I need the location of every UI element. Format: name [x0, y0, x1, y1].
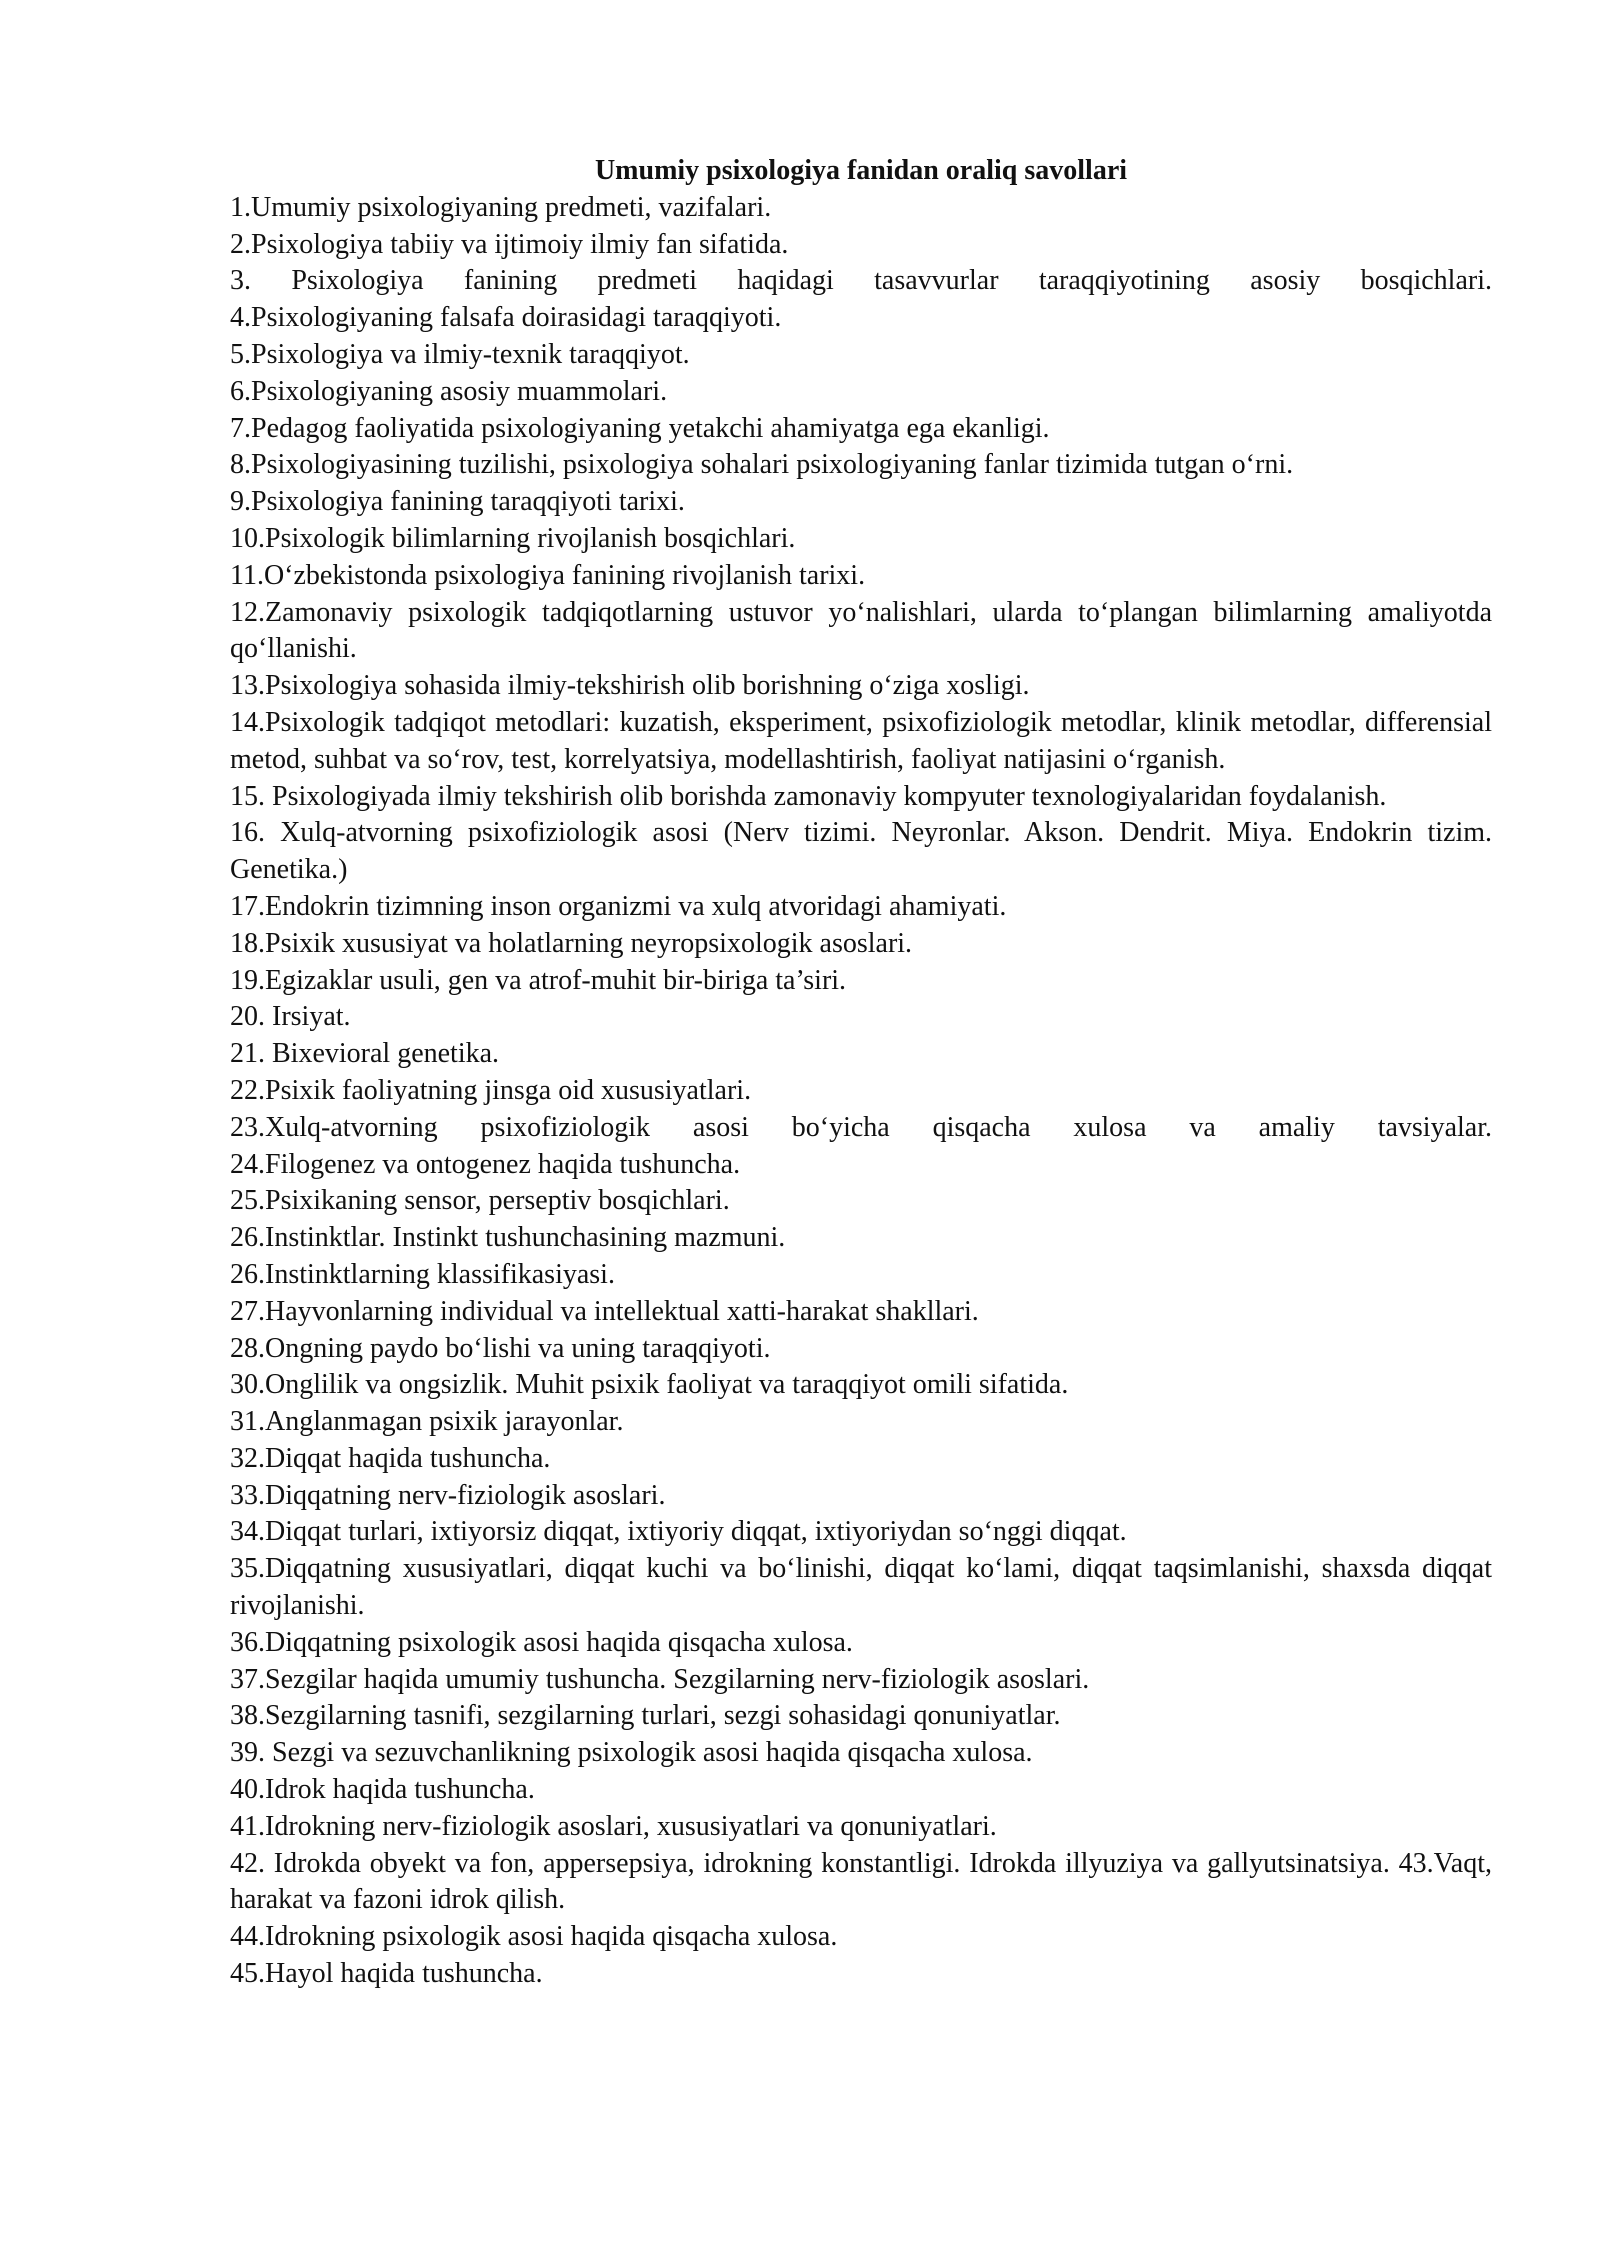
list-item: 4.Psixologiyaning falsafa doirasidagi taraqqiyoti. — [230, 302, 782, 334]
document-title: Umumiy psixologiya fanidan oraliq savollari — [594, 155, 1128, 186]
list-item: 32.Diqqat haqida tushuncha. — [230, 1442, 551, 1474]
list-item: 14.Psixologik tadqiqot metodlari: kuzatish, eksperiment, psixofiziologik metodlar, klinik metodlar, differensial metod, suhbat va so‘rov, test, korrelyatsiya, modellashtirish, faoliyat natijasini o‘rganish. — [230, 706, 1492, 775]
list-item: 24.Filogenez va ontogenez haqida tushuncha. — [230, 1148, 741, 1180]
list-item: 9.Psixologiya fanining taraqqiyoti tarixi. — [230, 486, 685, 518]
list-item: 22.Psixik faoliyatning jinsga oid xususiyatlari. — [230, 1074, 752, 1106]
list-item: 5.Psixologiya va ilmiy-texnik taraqqiyot. — [230, 338, 690, 370]
list-item: 34.Diqqat turlari, ixtiyorsiz diqqat, ixtiyoriy diqqat, ixtiyoriydan so‘nggi diqqat. — [230, 1516, 1127, 1548]
list-item: 38.Sezgilarning tasnifi, sezgilarning turlari, sezgi sohasidagi qonuniyatlar. — [230, 1700, 1061, 1732]
list-item: 45.Hayol haqida tushuncha. — [230, 1958, 543, 1990]
list-item: 37.Sezgilar haqida umumiy tushuncha. Sezgilarning nerv-fiziologik asoslari. — [230, 1663, 1090, 1695]
list-item: 13.Psixologiya sohasida ilmiy-tekshirish olib borishning o‘ziga xosligi. — [230, 670, 1030, 702]
list-item: 7.Pedagog faoliyatida psixologiyaning yetakchi ahamiyatga ega ekanligi. — [230, 412, 1050, 444]
list-item: 26.Instinktlar. Instinkt tushunchasining mazmuni. — [230, 1222, 786, 1254]
list-item: 25.Psixikaning sensor, perseptiv bosqichlari. — [230, 1185, 730, 1217]
list-item: 40.Idrok haqida tushuncha. — [230, 1774, 535, 1806]
list-item: 16. Xulq-atvorning psixofiziologik asosi (Nerv tizimi. Neyronlar. Akson. Dendrit. Miya. Endokrin tizim. Genetika.) — [230, 817, 1492, 886]
list-item: 18.Psixik xususiyat va holatlarning neyropsixologik asoslari. — [230, 927, 913, 959]
list-item: 3. Psixologiya fanining predmeti haqidagi tasavvurlar taraqqiyotining asosiy bosqichlari. — [230, 265, 1492, 297]
list-item: 17.Endokrin tizimning inson organizmi va xulq atvoridagi ahamiyati. — [230, 890, 1007, 922]
list-item: 36.Diqqatning psixologik asosi haqida qisqacha xulosa. — [230, 1626, 853, 1658]
list-item: 44.Idrokning psixologik asosi haqida qisqacha xulosa. — [230, 1921, 838, 1953]
list-item: 8.Psixologiyasining tuzilishi, psixologiya sohalari psixologiyaning fanlar tizimida tutgan o‘rni. — [230, 449, 1294, 481]
list-item: 21. Bixevioral genetika. — [230, 1038, 500, 1070]
list-item: 12.Zamonaviy psixologik tadqiqotlarning ustuvor yo‘nalishlari, ularda to‘plangan bilimlarning amaliyotda qo‘llanishi. — [230, 596, 1492, 665]
list-item: 33.Diqqatning nerv-fiziologik asoslari. — [230, 1479, 666, 1511]
list-item: 31.Anglanmagan psixik jarayonlar. — [230, 1406, 624, 1438]
list-item: 27.Hayvonlarning individual va intellektual xatti-harakat shakllari. — [230, 1295, 979, 1327]
list-item: 41.Idrokning nerv-fiziologik asoslari, xususiyatlari va qonuniyatlari. — [230, 1810, 997, 1842]
document-page — [230, 153, 1492, 1993]
list-item: 2.Psixologiya tabiiy va ijtimoiy ilmiy fan sifatida. — [230, 228, 789, 260]
list-item: 26.Instinktlarning klassifikasiyasi. — [230, 1258, 615, 1290]
list-item: 6.Psixologiyaning asosiy muammolari. — [230, 375, 668, 407]
list-item: 28.Ongning paydo bo‘lishi va uning taraqqiyoti. — [230, 1332, 771, 1364]
list-item: 15. Psixologiyada ilmiy tekshirish olib borishda zamonaviy kompyuter texnologiyalaridan foydalanish. — [230, 780, 1387, 812]
list-item: 39. Sezgi va sezuvchanlikning psixologik asosi haqida qisqacha xulosa. — [230, 1737, 1033, 1769]
list-item: 19.Egizaklar usuli, gen va atrof-muhit bir-biriga ta’siri. — [230, 964, 847, 996]
list-item: 42. Idrokda obyekt va fon, appersepsiya, idrokning konstantligi. Idrokda illyuziya va gallyutsinatsiya. 43.Vaqt, harakat va fazoni idrok qilish. — [230, 1847, 1492, 1916]
list-item: 35.Diqqatning xususiyatlari, diqqat kuchi va bo‘linishi, diqqat ko‘lami, diqqat taqsimlanishi, shaxsda diqqat rivojlanishi. — [230, 1553, 1492, 1622]
list-item: 23.Xulq-atvorning psixofiziologik asosi bo‘yicha qisqacha xulosa va amaliy tavsiyalar. — [230, 1111, 1492, 1143]
list-item: 10.Psixologik bilimlarning rivojlanish bosqichlari. — [230, 522, 796, 554]
list-item: 1.Umumiy psixologiyaning predmeti, vazifalari. — [230, 191, 772, 223]
list-item: 30.Onglilik va ongsizlik. Muhit psixik faoliyat va taraqqiyot omili sifatida. — [230, 1369, 1069, 1401]
list-item: 20. Irsiyat. — [230, 1001, 351, 1033]
list-item: 11.O‘zbekistonda psixologiya fanining rivojlanish tarixi. — [230, 559, 866, 591]
